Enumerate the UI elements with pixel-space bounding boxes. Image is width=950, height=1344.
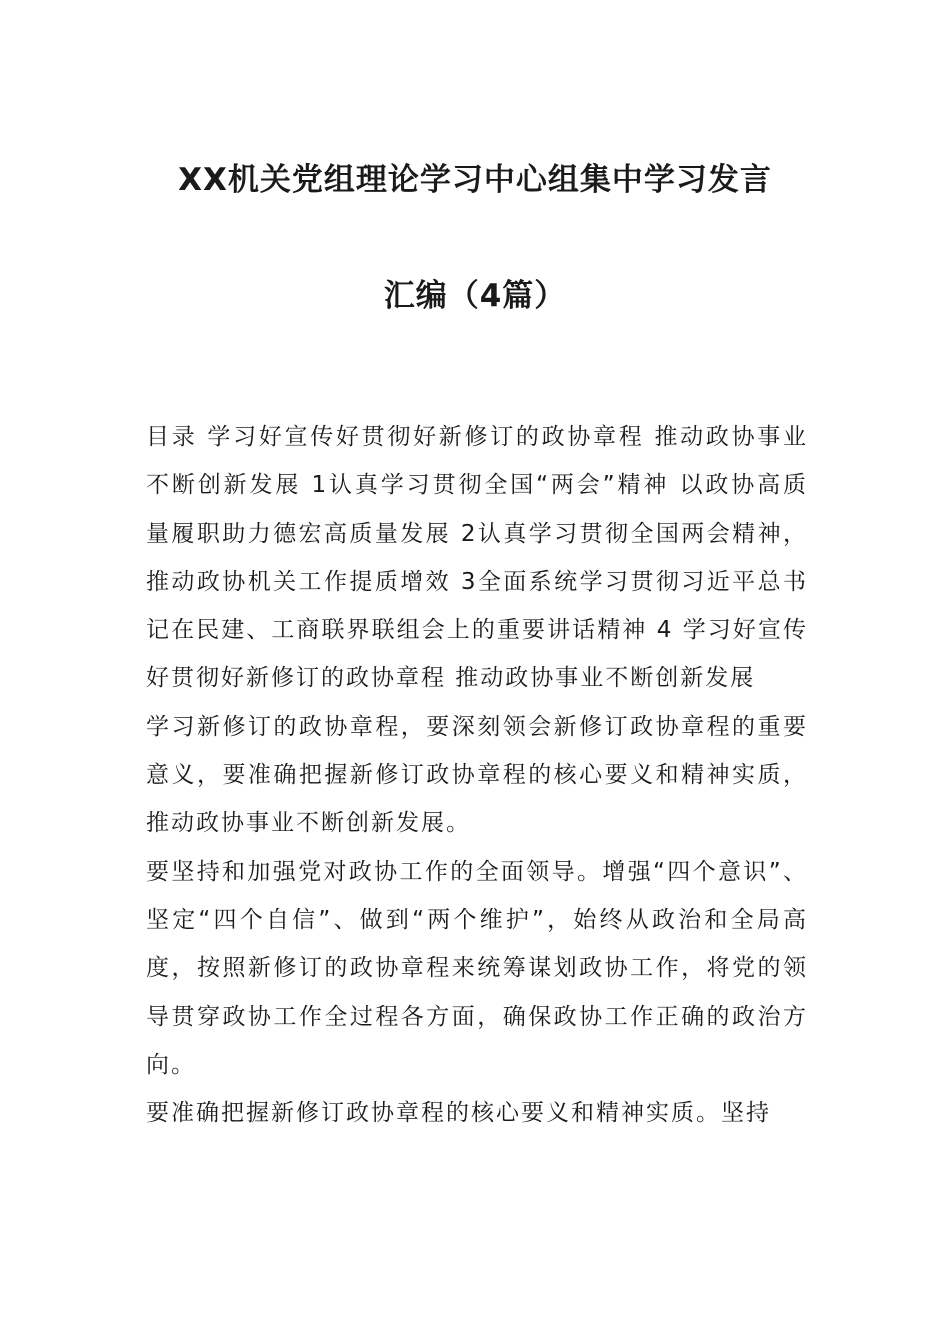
body-paragraph: 学习新修订的政协章程，要深刻领会新修订政协章程的重要意义，要准确把握新修订政协章程的核心要义和精神实质，推动政协事业不断创新发展。	[146, 713, 808, 837]
body-paragraph: 要坚持和加强党对政协工作的全面领导。增强“四个意识”、坚定“四个自信”、做到“两个维护”，始终从政治和全局高度，按照新修订的政协章程来统筹谋划政协工作，将党的领导贯穿政协工作全过程各方面，确保政协工作正确的政治方向。	[146, 858, 808, 1078]
document-body	[146, 413, 808, 1137]
table-of-contents-paragraph: 目录 学习好宣传好贯彻好新修订的政协章程 推动政协事业不断创新发展 1认真学习贯彻全国“两会”精神 以政协高质量履职助力德宏高质量发展 2认真学习贯彻全国两会精神，推动政协机关工作提质增效 3全面系统学习贯彻习近平总书记在民建、工商联界联组会上的重要讲话精神 4 学习好宣传好贯彻好新修订的政协章程 推动政协事业不断创新发展	[146, 424, 808, 692]
document-title-line-1: XX机关党组理论学习中心组集中学习发言	[178, 162, 772, 198]
body-paragraph: 要准确把握新修订政协章程的核心要义和精神实质。坚持	[146, 1100, 771, 1127]
document-title-line-2: 汇编（4篇）	[383, 278, 567, 314]
